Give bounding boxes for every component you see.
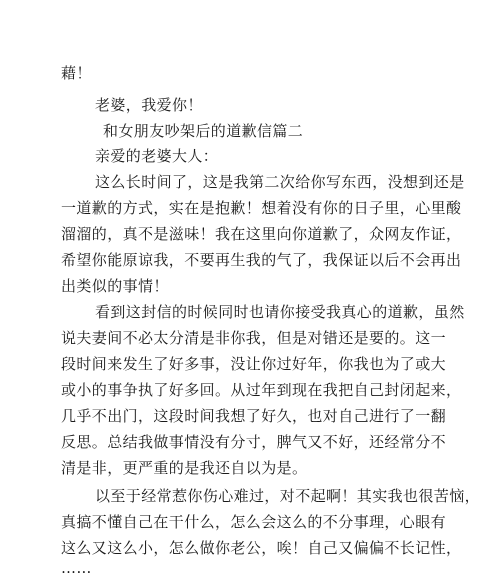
text-line-12: 段时间来发生了好多事，没让你过好年，你我也为了或大: [61, 355, 447, 373]
text-line-15: 反思。总结我做事情没有分寸，脾气又不好，还经常分不: [61, 433, 447, 451]
text-line-20-partial: ……: [61, 559, 92, 577]
salutation: 亲爱的老婆大人：: [95, 147, 219, 165]
section-heading: 和女朋友吵架后的道歉信篇二: [103, 122, 304, 140]
text-line-17: 以至于经常惹你伤心难过，对不起啊！其实我也很苦恼，: [95, 487, 481, 505]
text-line-19: 这么又这么小，怎么做你老公，唉！自己又偏偏不长记性，: [61, 539, 462, 557]
text-line-7: 溜溜的，真不是滋味！我在这里向你道歉了，众网友作证，: [61, 225, 462, 243]
text-line-16: 清是非，更严重的是我还自以为是。: [61, 459, 308, 477]
text-line-14: 几乎不出门，这段时间我想了好久，也对自己进行了一翻: [61, 407, 447, 425]
text-line-9: 出类似的事情！: [61, 277, 169, 295]
text-line-5: 这么长时间了，这是我第二次给你写东西，没想到还是: [95, 173, 465, 191]
text-line-1: 藉！: [61, 64, 92, 82]
text-line-18: 真搞不懂自己在干什么，怎么会这么的不分事理，心眼有: [61, 513, 447, 531]
text-line-10: 看到这封信的时候同时也请你接受我真心的道歉，虽然: [95, 303, 465, 321]
text-line-8: 希望你能原谅我，不要再生我的气了，我保证以后不会再出: [61, 251, 462, 269]
text-line-11: 说夫妻间不必太分清是非你我，但是对错还是要的。这一: [61, 329, 447, 347]
text-line-13: 或小的事争执了好多回。从过年到现在我把自己封闭起来，: [61, 381, 462, 399]
text-line-6: 一道歉的方式，实在是抱歉！想着没有你的日子里，心里酸: [61, 199, 462, 217]
text-line-2: 老婆，我爱你！: [95, 96, 203, 114]
